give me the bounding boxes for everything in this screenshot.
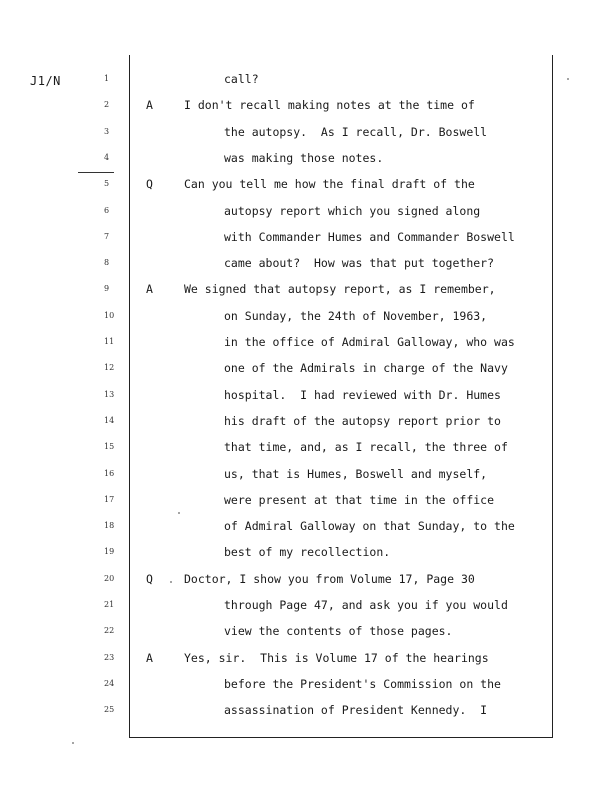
- transcript-line-text: in the office of Admiral Galloway, who was: [224, 335, 515, 349]
- line-number: 1: [104, 74, 110, 83]
- transcript-line-text: of Admiral Galloway on that Sunday, to the: [224, 519, 515, 534]
- line-number: 9: [104, 284, 110, 294]
- line-number: 10: [104, 310, 115, 320]
- job-code: J1/N: [30, 74, 61, 88]
- line-number: 6: [104, 205, 110, 215]
- transcript-line-text: I don't recall making notes at the time of: [184, 98, 475, 113]
- line-number: 23: [104, 652, 115, 662]
- speaker-label: Q: [146, 177, 153, 192]
- line-number: 11: [104, 337, 115, 346]
- speaker-label: A: [146, 282, 153, 297]
- transcript-line-text: Yes, sir. This is Volume 17 of the hearings: [184, 650, 489, 665]
- scan-speck: [170, 581, 172, 583]
- line-number: 7: [104, 231, 110, 241]
- transcript-line-text: was making those notes.: [224, 150, 384, 165]
- transcript-line-text: We signed that autopsy report, as I remember,: [184, 282, 496, 297]
- transcript-line-text: that time, and, as I recall, the three of: [224, 440, 508, 455]
- transcript-line-text: one of the Admirals in charge of the Navy: [224, 361, 508, 376]
- transcript-line-text: came about? How was that put together?: [224, 256, 495, 271]
- line-number: 15: [104, 442, 115, 452]
- line-number: 25: [104, 705, 115, 715]
- transcript-line-text: through Page 47, and ask you if you would: [224, 598, 508, 612]
- transcript-line-text: view the contents of those pages.: [224, 624, 453, 639]
- transcript-line-text: before the President's Commission on the: [224, 676, 501, 691]
- line-number: 17: [104, 494, 115, 504]
- transcript-line-text: hospital. I had reviewed with Dr. Humes: [224, 387, 501, 402]
- line-number: 22: [104, 626, 115, 636]
- margin-mark: [78, 172, 114, 173]
- line-number: 5: [104, 179, 110, 189]
- speaker-label: A: [146, 98, 153, 113]
- line-number: 24: [104, 678, 115, 688]
- line-number: 18: [104, 521, 115, 531]
- speaker-label: Q: [146, 571, 153, 586]
- line-number: 8: [104, 258, 110, 268]
- line-number: 4: [104, 152, 110, 162]
- line-number: 3: [104, 126, 110, 136]
- line-number: 21: [104, 600, 115, 609]
- transcript-line-text: with Commander Humes and Commander Boswell: [224, 229, 515, 244]
- line-number: 2: [104, 100, 110, 110]
- transcript-line-text: autopsy report which you signed along: [224, 203, 481, 218]
- transcript-line-text: the autopsy. As I recall, Dr. Boswell: [224, 124, 488, 139]
- line-number: 12: [104, 363, 115, 373]
- transcript-line-text: call?: [224, 72, 259, 86]
- scan-speck: [567, 78, 569, 80]
- line-number: 13: [104, 389, 115, 399]
- transcript-line-text: his draft of the autopsy report prior to: [224, 413, 501, 428]
- line-number: 14: [104, 415, 115, 425]
- transcript-line-text: Doctor, I show you from Volume 17, Page 30: [184, 571, 475, 586]
- line-number: 19: [104, 547, 115, 557]
- transcript-line-text: assassination of President Kennedy. I: [224, 703, 488, 718]
- transcript-line-text: on Sunday, the 24th of November, 1963,: [224, 308, 488, 323]
- transcript-line-text: were present at that time in the office: [224, 492, 495, 507]
- line-number: 20: [104, 573, 115, 583]
- transcript-line-text: Can you tell me how the final draft of the: [184, 177, 475, 192]
- scan-speck: [178, 512, 180, 514]
- speaker-label: A: [146, 650, 153, 665]
- transcript-line-text: us, that is Humes, Boswell and myself,: [224, 466, 488, 481]
- scan-speck: [72, 742, 74, 744]
- line-number: 16: [104, 468, 115, 478]
- transcript-line-text: best of my recollection.: [224, 545, 391, 560]
